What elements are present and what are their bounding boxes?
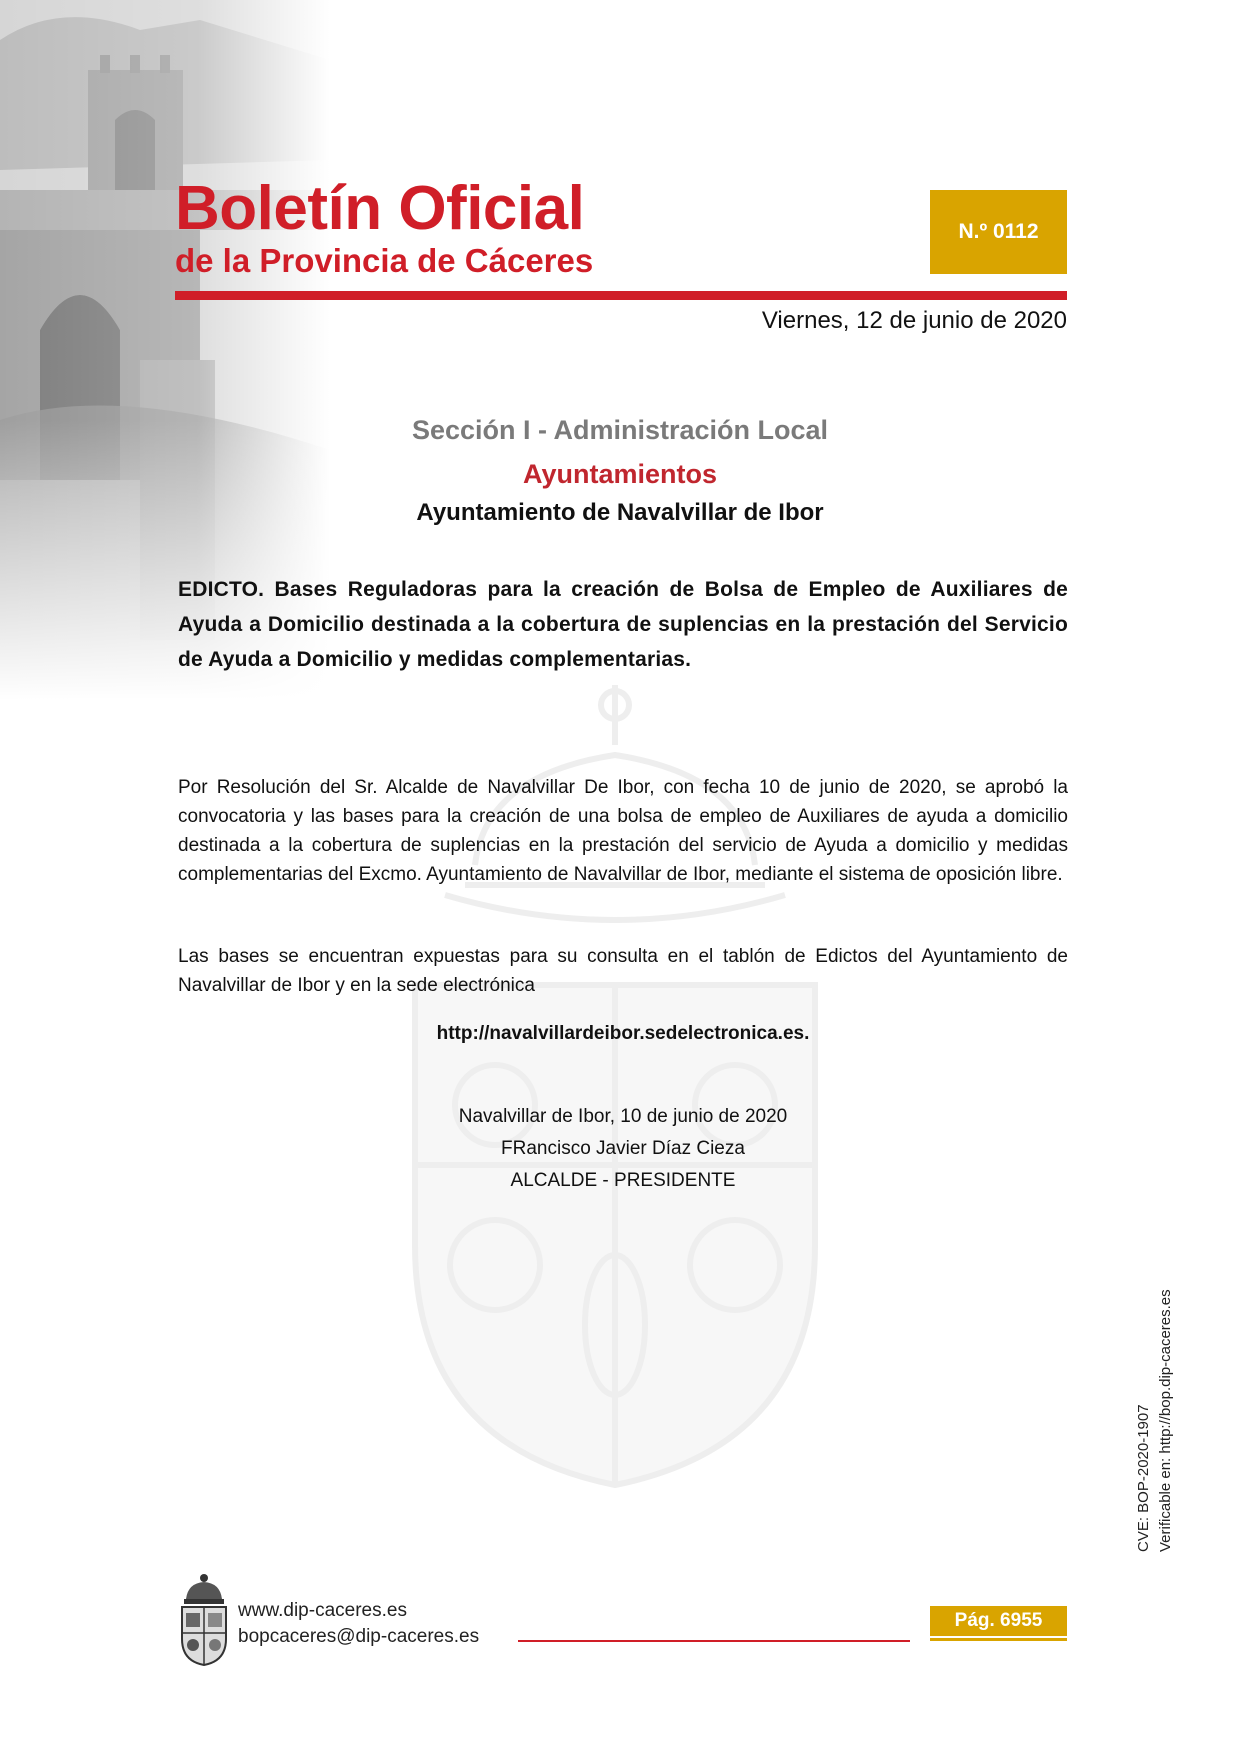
cve-code: CVE: BOP-2020-1907 (1135, 1404, 1152, 1552)
province-coat-of-arms-icon (178, 1573, 230, 1667)
verify-url[interactable]: Verificable en: http://bop.dip-caceres.es (1157, 1289, 1174, 1552)
header-divider (175, 291, 1067, 300)
page-number-underline (930, 1638, 1067, 1641)
section-category: Ayuntamientos (522, 459, 718, 489)
bulletin-title: Boletín Oficial (175, 174, 585, 243)
issue-number: N.º 0112 (958, 220, 1039, 243)
page-number-badge (930, 1606, 1067, 1636)
body-paragraph-2: Las bases se encuentran expuestas para su consulta en el tablón de Edictos del Ayuntamiento de Navalvillar de Ibor y en la sede electrónica (178, 946, 1068, 996)
signature-place-date: Navalvillar de Ibor, 10 de junio de 2020 (458, 1106, 788, 1127)
footer-divider (518, 1640, 910, 1642)
section-entity: Ayuntamiento de Navalvillar de Ibor (416, 499, 824, 526)
verification-note (1133, 1289, 1177, 1552)
publication-date: Viernes, 12 de junio de 2020 (761, 307, 1067, 334)
footer-website-link[interactable]: www.dip-caceres.es (238, 1600, 407, 1621)
edict-title: EDICTO. Bases Reguladoras para la creación de Bolsa de Empleo de Auxiliares de Ayuda a Domicilio destinada a la cobertura de suplencias en la prestación del Servicio de Ayuda a Domicilio y medidas complementarias. (178, 578, 1068, 671)
signature-position: ALCALDE - PRESIDENTE (510, 1170, 736, 1191)
body-paragraph-1: Por Resolución del Sr. Alcalde de Navalvillar De Ibor, con fecha 10 de junio de 2020, se aprobó la convocatoria y las bases para la creación de una bolsa de empleo de Auxiliares de ayuda a domicilio destinada a la cobertura de suplencias en la prestación del servicio de Ayuda a domicilio y medidas complementarias del Excmo. Ayuntamiento de Navalvillar de Ibor, mediante el sistema de oposición libre. (178, 777, 1068, 885)
footer-contact (238, 1598, 479, 1650)
footer-email-link[interactable]: bopcaceres@dip-caceres.es (238, 1626, 480, 1647)
sede-electronica-link[interactable]: http://navalvillardeibor.sedelectronica.es. (436, 1023, 810, 1044)
bulletin-subtitle: de la Provincia de Cáceres (175, 242, 594, 279)
section-name: Sección I - Administración Local (411, 415, 829, 445)
page-number: Pág. 6955 (954, 1610, 1043, 1631)
signature-name: FRancisco Javier Díaz Cieza (501, 1138, 745, 1159)
issue-number-badge (930, 190, 1067, 274)
